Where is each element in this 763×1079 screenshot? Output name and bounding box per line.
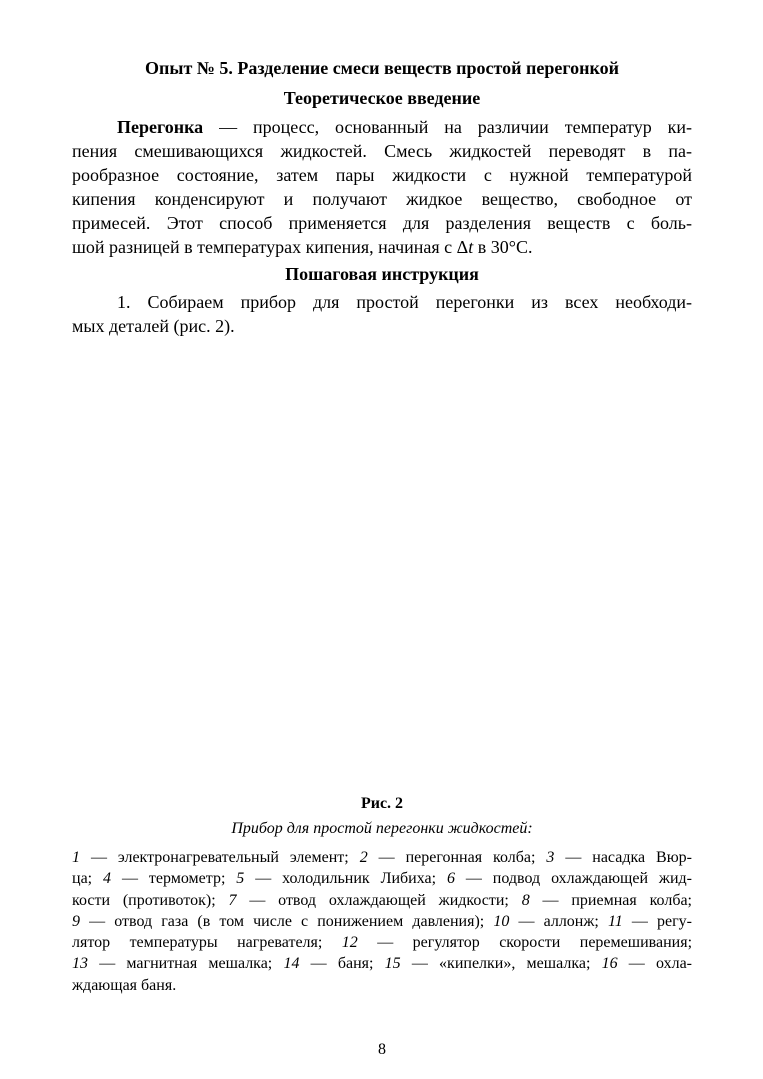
- intro-line-6: шой разницей в температурах кипения, начиная с Δt в 30°С.: [72, 237, 533, 257]
- page-title: Опыт № 5. Разделение смеси веществ простой перегонкой: [145, 58, 619, 78]
- figure-caption: Прибор для простой перегонки жидкостей:: [231, 820, 533, 837]
- step-1-line-2: мых деталей (рис. 2).: [72, 316, 235, 336]
- figure-placeholder: [72, 345, 692, 785]
- legend-line-1: 1 — электронагревательный элемент; 2 — перегонная колба; 3 — насадка Вюр-: [72, 849, 693, 866]
- legend-line-5: лятор температуры нагревателя; 12 — регулятор скорости перемешивания;: [72, 934, 693, 952]
- page-number: 8: [378, 1041, 386, 1058]
- legend-line-7: ждающая баня.: [72, 976, 177, 994]
- figure-label: Рис. 2: [360, 795, 404, 812]
- intro-line-5: примесей. Этот способ применяется для разделения веществ с боль-: [72, 213, 692, 233]
- intro-heading: Теоретическое введение: [283, 88, 481, 108]
- step-1-paragraph: [72, 290, 692, 338]
- legend-line-2: ца; 4 — термометр; 5 — холодильник Либиха; 6 — подвод охлаждающей жид-: [72, 870, 693, 888]
- intro-paragraph: [72, 115, 692, 259]
- figure-legend: [72, 847, 692, 996]
- legend-line-4: 9 — отвод газа (в том числе с понижением давления); 10 — аллонж; 11 — регу-: [72, 912, 693, 930]
- intro-line-3: рообразное состояние, затем пары жидкости с нужной температурой: [72, 165, 692, 185]
- intro-line-4: кипения конденсируют и получают жидкое вещество, свободное от: [72, 189, 692, 209]
- document-page: [72, 0, 692, 1079]
- intro-line-1: Перегонка — процесс, основанный на различии температур ки-: [117, 117, 692, 137]
- legend-line-6: 13 — магнитная мешалка; 14 — баня; 15 — «кипелки», мешалка; 16 — охла-: [72, 955, 693, 973]
- term-bold: Перегонка: [117, 117, 204, 137]
- legend-line-3: кости (противоток); 7 — отвод охлаждающей жидкости; 8 — приемная колба;: [72, 891, 693, 909]
- step-1-line-1: 1. Собираем прибор для простой перегонки из всех необходи-: [117, 292, 692, 312]
- intro-line-2: пения смешивающихся жидкостей. Смесь жидкостей переводят в па-: [72, 141, 692, 161]
- steps-heading: Пошаговая инструкция: [285, 264, 479, 284]
